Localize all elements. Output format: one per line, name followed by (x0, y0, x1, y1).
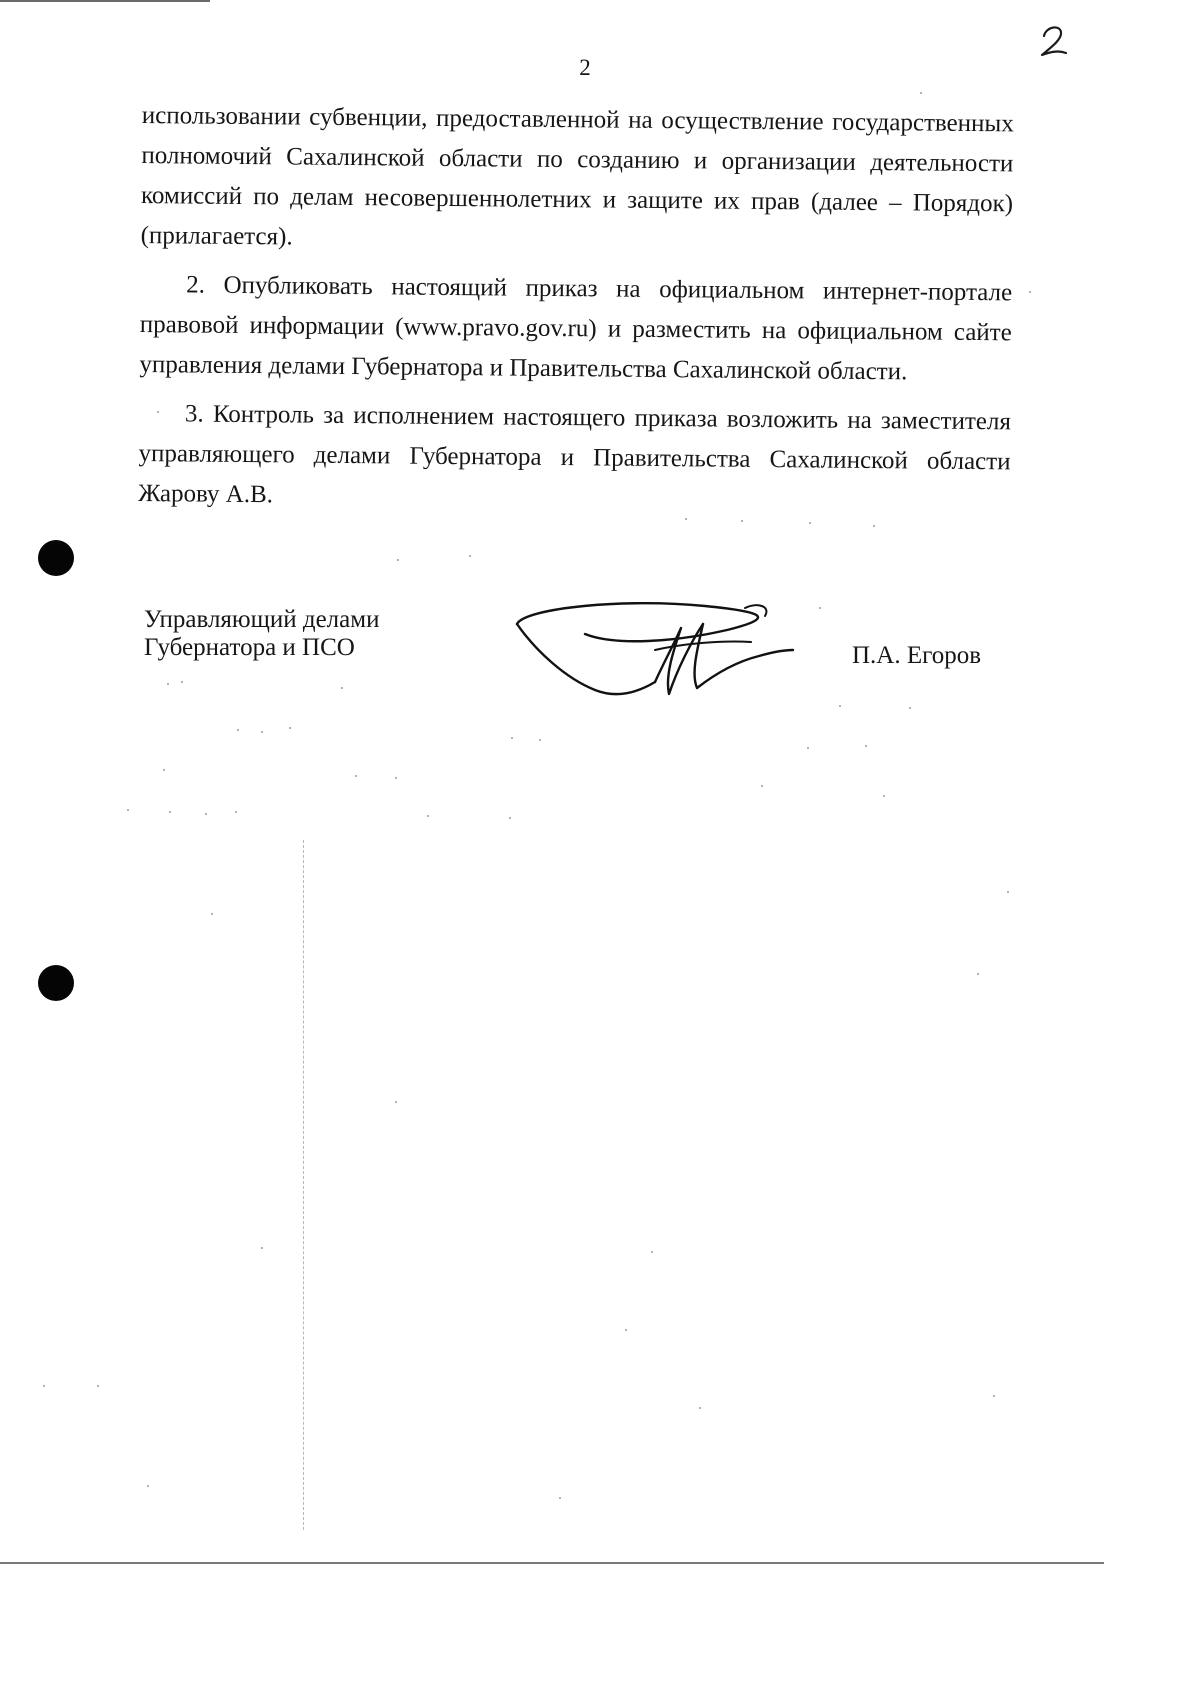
signer-name: П.А. Егоров (852, 642, 982, 669)
scan-edge-top (0, 0, 210, 2)
signer-title-line-1: Управляющий делами (144, 606, 380, 633)
paragraph-2-publication: 2. Опубликовать настоящий приказ на официальном интернет-портале правовой информации (www.pravo.gov.ru) и разместить на официальном сайте управления делами Губернатора и Правительства Сахалинской области. (139, 271, 1013, 386)
folio-mark-handwritten (1034, 22, 1074, 62)
fold-line (303, 840, 304, 1530)
punch-hole-lower (38, 965, 74, 1001)
handwritten-signature (505, 590, 805, 710)
signer-title (144, 606, 379, 662)
signer-title-line-2: Губернатора и ПСО (144, 634, 355, 661)
page-number: 2 (579, 55, 591, 80)
punch-hole-upper (38, 540, 74, 576)
paragraph-3-control: 3. Контроль за исполнением настоящего приказа возложить на заместителя управляющего делами Губернатора и Правительства Сахалинской области Жарову А.В. (138, 400, 1012, 509)
document-body (138, 96, 1014, 531)
scan-edge-bottom (0, 1562, 1104, 1564)
paragraph-1-continuation: использовании субвенции, предоставленной на осуществление государственных полномочий Сахалинской области по созданию и организации деятельности комиссий по делам несовершеннолетних и защите их прав (далее – Порядок) (прилагается). (140, 101, 1014, 251)
